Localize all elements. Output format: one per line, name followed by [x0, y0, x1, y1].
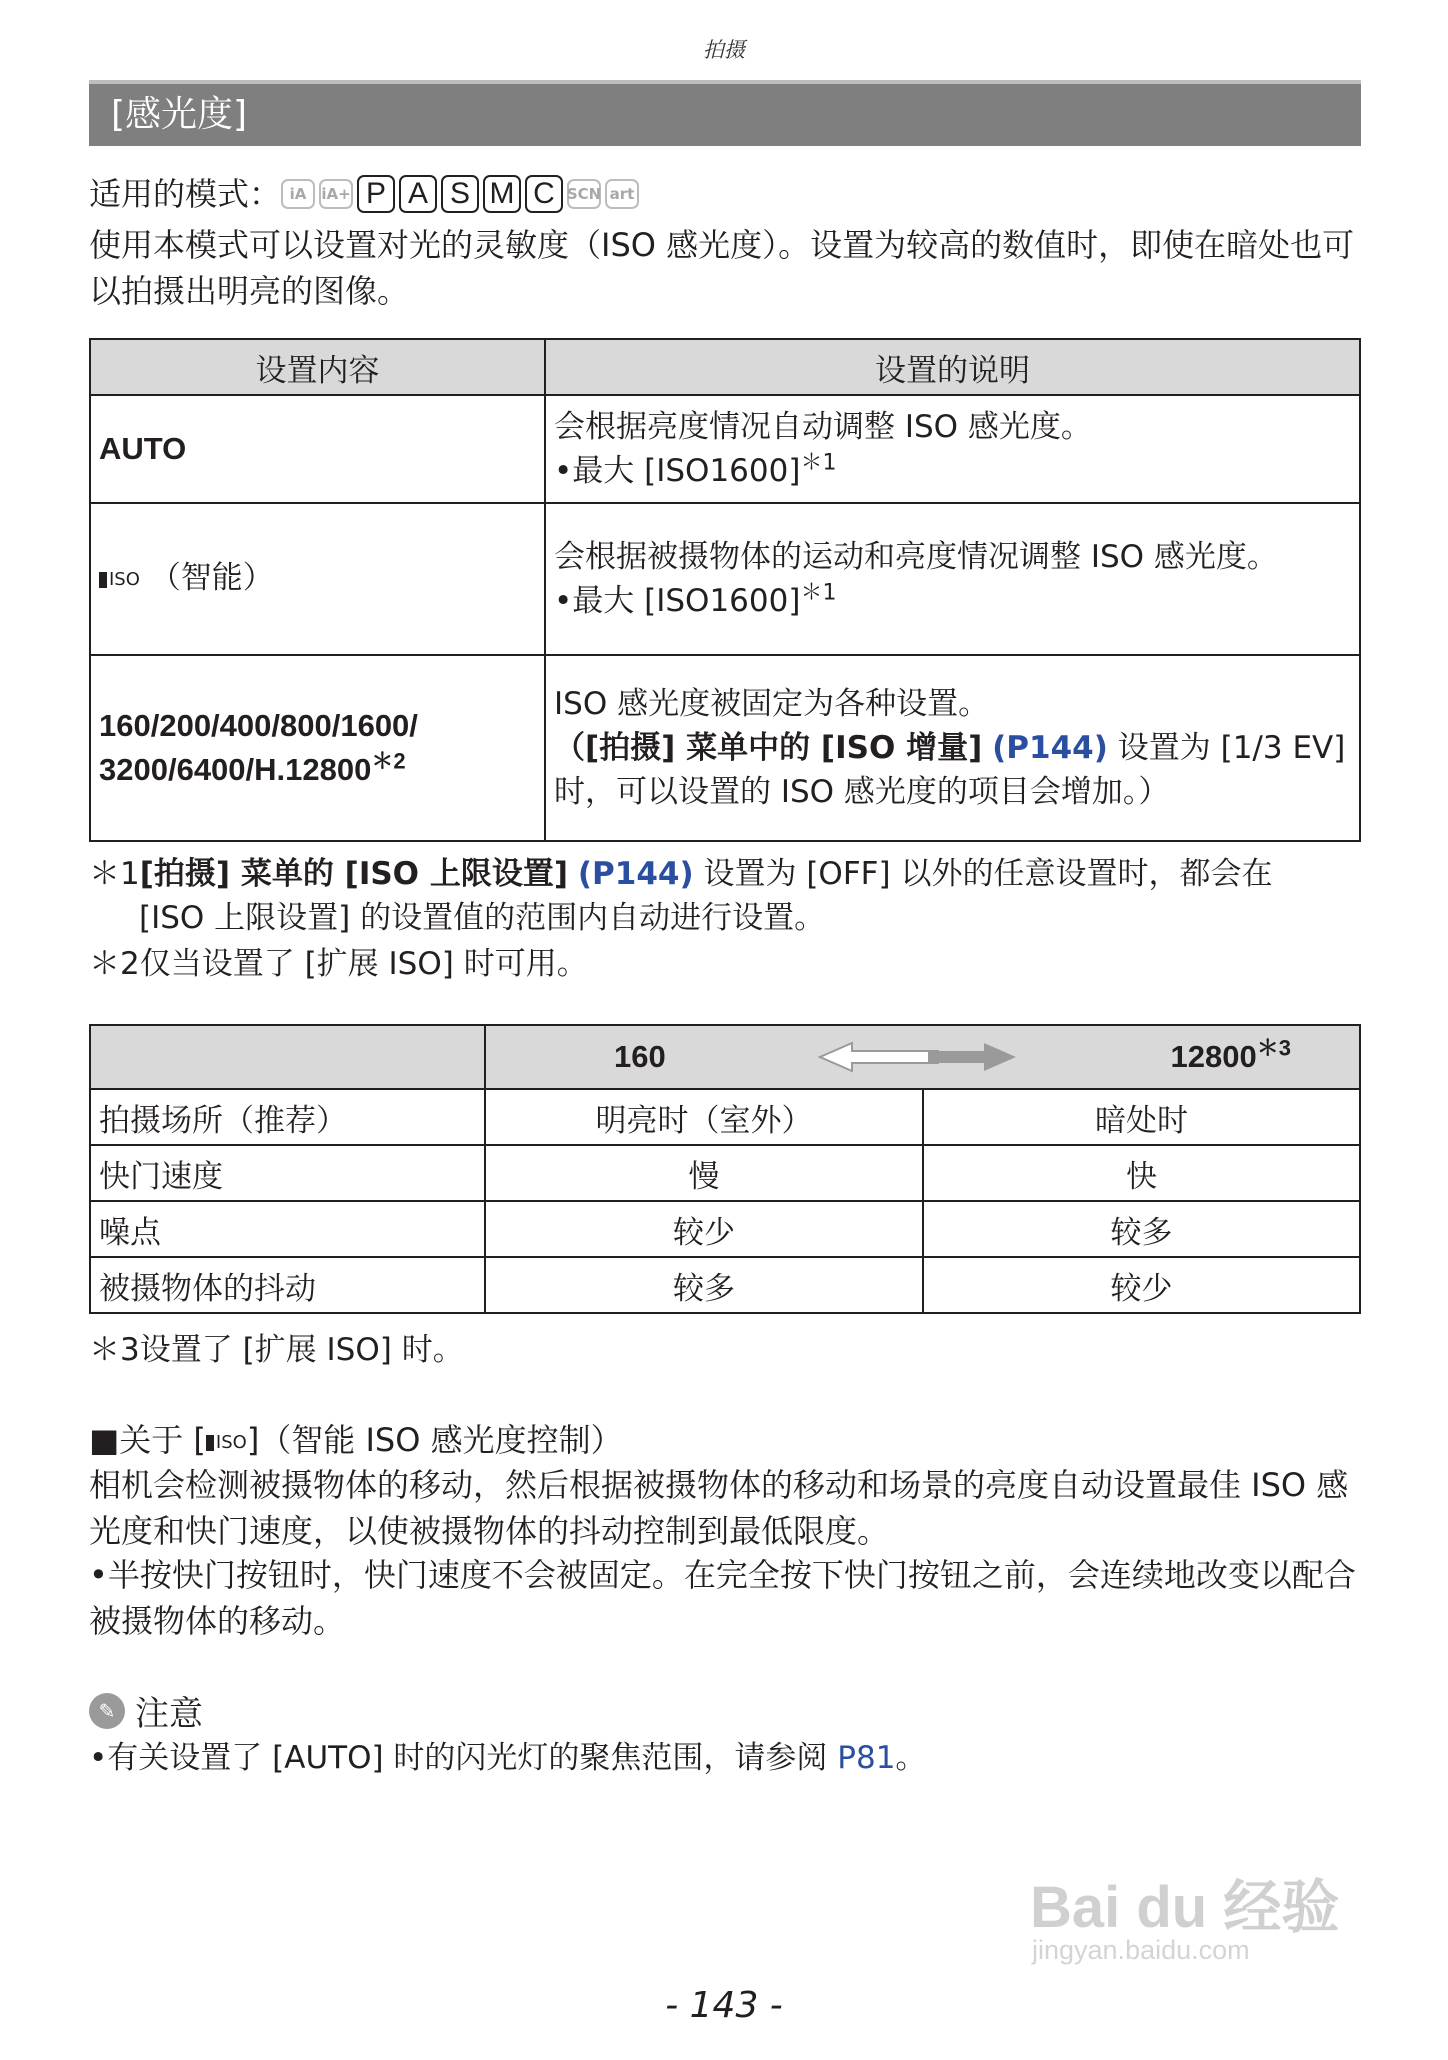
iso-low-label: 160: [614, 1039, 666, 1074]
page-title: [感光度]: [89, 84, 1361, 146]
setting-label: ISO （智能）: [90, 503, 545, 655]
page-number: - 143 -: [665, 1985, 783, 2026]
baidu-watermark-url: jingyan.baidu.com: [1032, 1935, 1250, 1965]
table-row: 快门速度 慢 快: [90, 1145, 1360, 1201]
intelligent-iso-icon: ISO: [99, 558, 140, 602]
table-row: [90, 503, 1360, 655]
page-link-p81[interactable]: P81: [837, 1740, 896, 1776]
page-link-p144[interactable]: (P144): [577, 856, 694, 892]
applicable-modes: [89, 172, 643, 216]
footnote-3: ＊3设置了 [扩展 ISO] 时。: [89, 1332, 464, 1368]
scene-mode-icon: SCN: [567, 179, 601, 209]
baidu-watermark: Bai du 经验: [1030, 1875, 1340, 1940]
about-heading: ■关于 [ ISO ]（智能 ISO 感光度控制）: [89, 1418, 1369, 1465]
mode-a-icon: A: [399, 175, 437, 213]
iso-comparison-table: [89, 1024, 1361, 1314]
double-arrow-icon: [818, 1040, 1018, 1074]
setting-description: 会根据亮度情况自动调整 ISO 感光度。 •最大 $[ISO1600]^{*1}$: [545, 395, 1360, 503]
pencil-note-icon: ✎: [89, 1693, 125, 1729]
table-row: [90, 395, 1360, 503]
about-bullet: •半按快门按钮时，快门速度不会被固定。在完全按下快门按钮之前，会连续地改变以配合被摄物体的移动。: [89, 1556, 1356, 1640]
setting-label: 160/200/400/800/1600/ $3200/6400/H.12800^{*2}$: [90, 655, 545, 841]
setting-description: ISO 感光度被固定为各种设置。 （[拍摄] 菜单中的 [ISO 增量] (P144) 设置为 [1/3 EV] 时，可以设置的 ISO 感光度的项目会增加。）: [545, 655, 1360, 841]
intro-text: 使用本模式可以设置对光的灵敏度（ISO 感光度）。设置为较高的数值时，即使在暗处也可以拍摄出明亮的图像。: [89, 226, 1355, 310]
table-row: 拍摄场所（推荐） 明亮时（室外） 暗处时: [90, 1089, 1360, 1145]
col-description: 设置的说明: [545, 339, 1360, 395]
table-row: [90, 655, 1360, 841]
setting-description: 会根据被摄物体的运动和亮度情况调整 ISO 感光度。 •最大 $[ISO1600]^{*1}$: [545, 503, 1360, 655]
footnote-2: ＊2仅当设置了 [扩展 ISO] 时可用。: [89, 946, 588, 982]
mode-c-icon: C: [525, 175, 563, 213]
col-setting: 设置内容: [90, 339, 545, 395]
mode-m-icon: M: [483, 175, 521, 213]
section-header: 拍摄: [703, 38, 745, 62]
about-body: 相机会检测被摄物体的移动，然后根据被摄物体的移动和场景的亮度自动设置最佳 ISO 感光度和快门速度，以使被摄物体的抖动控制到最低限度。: [89, 1466, 1349, 1550]
intelligent-iso-icon: ISO: [206, 1421, 247, 1465]
note-bullet: •有关设置了 [AUTO] 时的闪光灯的聚焦范围，请参阅 P81。: [89, 1740, 927, 1776]
page-link-p144[interactable]: (P144): [992, 730, 1108, 766]
comparison-header-row: [90, 1025, 1360, 1089]
iso-high-label: $12800^{*3}$: [1170, 1035, 1291, 1074]
modes-label: 适用的模式：: [89, 175, 282, 213]
mode-p-icon: P: [357, 175, 395, 213]
table-row: 被摄物体的抖动 较多 较少: [90, 1257, 1360, 1313]
table-row: 噪点 较少 较多: [90, 1201, 1360, 1257]
note-heading: ✎ 注意: [89, 1686, 203, 1735]
footnote-1: ＊1[拍摄] 菜单的 [ISO 上限设置] (P144) 设置为 [OFF] 以外的任意设置时，都会在 [ISO 上限设置] 的设置值的范围内自动进行设置。: [89, 856, 1273, 936]
creative-control-icon: art: [605, 179, 639, 209]
intelligent-auto-plus-icon: iA+: [319, 179, 353, 209]
setting-label: AUTO: [90, 395, 545, 503]
intelligent-auto-icon: iA: [281, 179, 315, 209]
table-header-row: [90, 339, 1360, 395]
mode-s-icon: S: [441, 175, 479, 213]
iso-settings-table: [89, 338, 1361, 842]
